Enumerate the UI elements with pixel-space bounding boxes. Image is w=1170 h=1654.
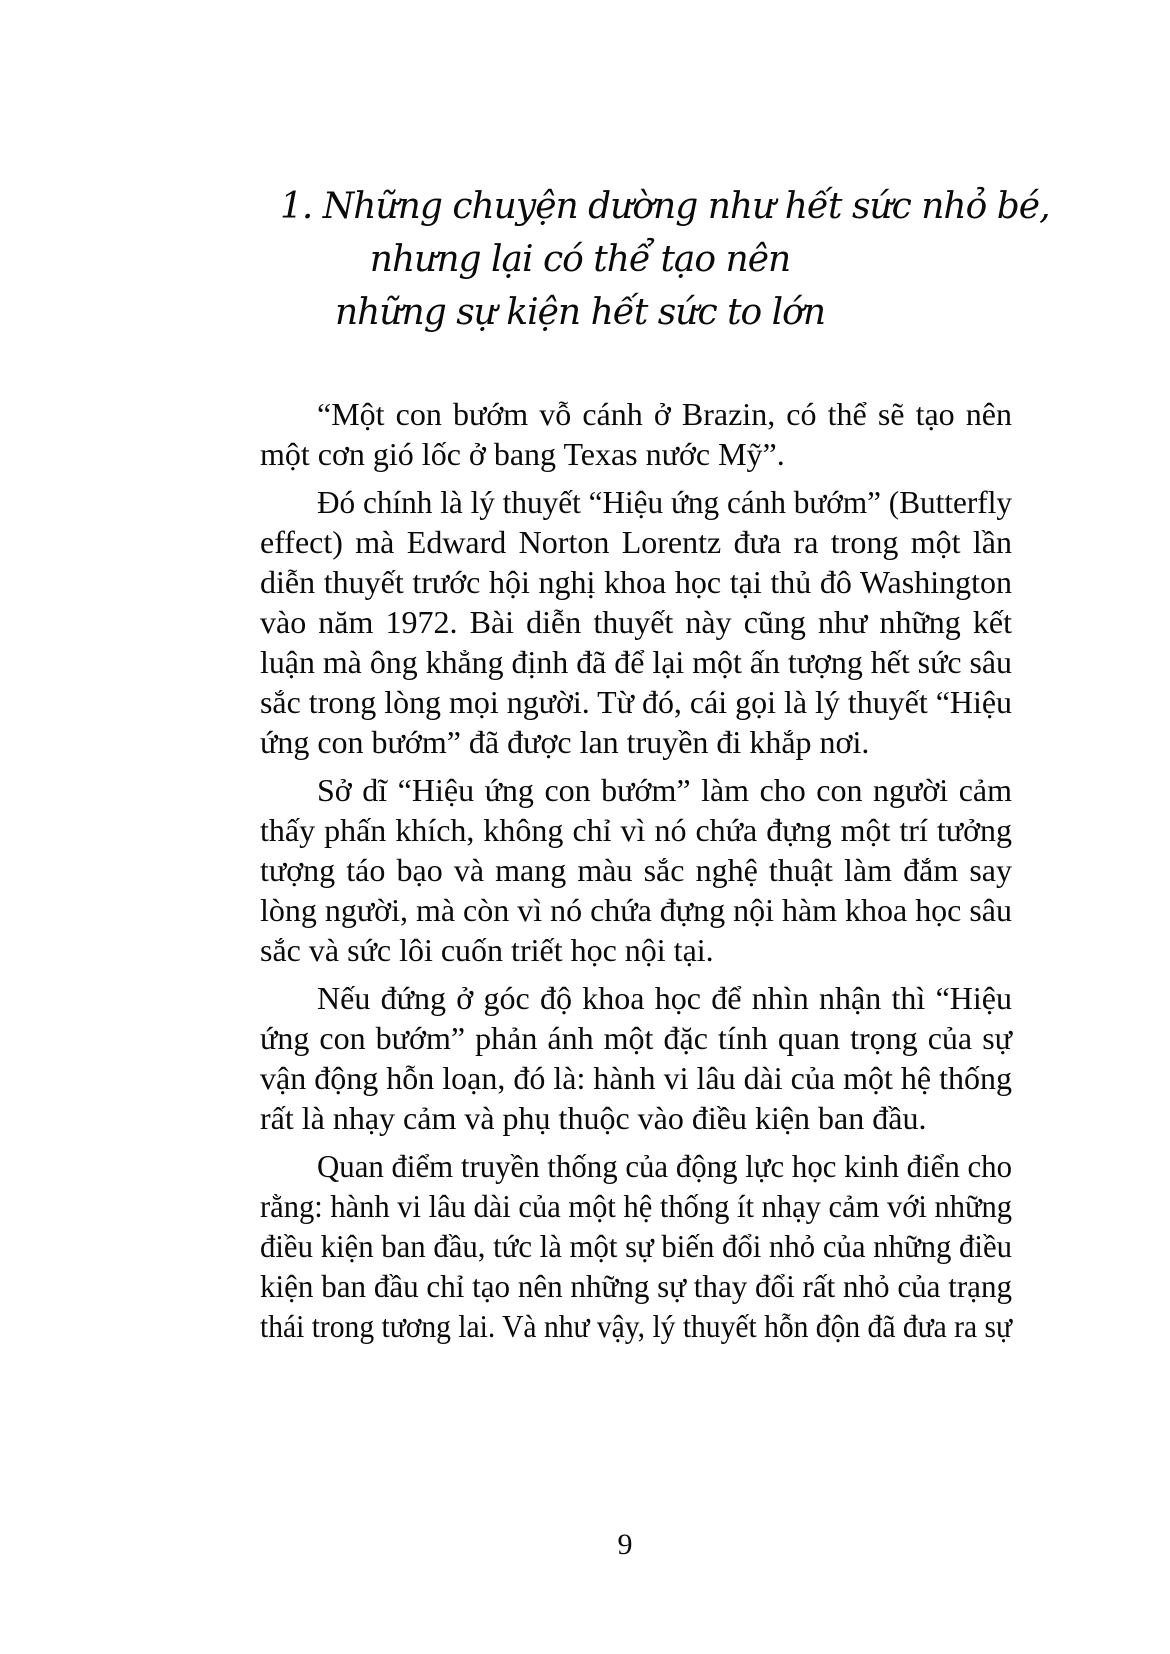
paragraph-excitement (260, 770, 1040, 970)
text-line: ứng con bướm” đã được lan truyền đi khắp nơi. (260, 724, 870, 760)
text-line: Sở dĩ “Hiệu ứng con bướm” làm cho con người cảm (317, 772, 1012, 808)
text-line: sắc trong lòng mọi người. Từ đó, cái gọi là lý thuyết “Hiệu (260, 684, 1012, 720)
text-line: thấy phấn khích, không chỉ vì nó chứa đựng một trí tưởng (260, 812, 1012, 848)
text-line: vận động hỗn loạn, đó là: hành vi lâu dài của một hệ thống (260, 1060, 1012, 1096)
text-line: ứng con bướm” phản ánh một đặc tính quan trọng của sự (260, 1020, 1012, 1056)
text-line: effect) mà Edward Norton Lorentz đưa ra trong một lần (260, 524, 1012, 560)
body-text (260, 394, 1040, 1354)
text-line: điều kiện ban đầu, tức là một sự biến đổi nhỏ của những điều (260, 1228, 1012, 1264)
page-number: 9 (617, 1528, 633, 1561)
text-line: Nếu đứng ở góc độ khoa học để nhìn nhận thì “Hiệu (317, 980, 1012, 1016)
chapter-title (250, 180, 1050, 339)
text-line: tượng táo bạo và mang màu sắc nghệ thuật làm đắm say (260, 852, 1012, 888)
text-line: Quan điểm truyền thống của động lực học kinh điển cho (317, 1148, 1012, 1184)
paragraph-quote (260, 394, 1040, 474)
text-line: Đó chính là lý thuyết “Hiệu ứng cánh bướm” (Butterfly (317, 484, 1012, 520)
paragraph-classical-dynamics (260, 1146, 1040, 1346)
text-line: “Một con bướm vỗ cánh ở Brazin, có thể sẽ tạo nên (317, 396, 1012, 432)
text-line: rằng: hành vi lâu dài của một hệ thống ít nhạy cảm với những (260, 1188, 1012, 1224)
text-line: kiện ban đầu chỉ tạo nên những sự thay đổi rất nhỏ của trạng (260, 1268, 1012, 1304)
chapter-title-line: những sự kiện hết sức to lớn (334, 292, 826, 333)
text-line: sắc và sức lôi cuốn triết học nội tại. (260, 932, 714, 968)
text-line: vào năm 1972. Bài diễn thuyết này cũng như những kết (260, 604, 1012, 640)
text-line: luận mà ông khẳng định đã để lại một ấn tượng hết sức sâu (260, 644, 1012, 680)
paragraph-butterfly-effect (260, 482, 1040, 762)
text-line: một cơn gió lốc ở bang Texas nước Mỹ”. (260, 436, 785, 472)
chapter-title-line: 1. Những chuyện dường như hết sức nhỏ bé, (280, 186, 1050, 227)
text-line: thái trong tương lai. Và như vậy, lý thuyết hỗn độn đã đưa ra sự (260, 1308, 1012, 1344)
text-line: lòng người, mà còn vì nó chứa đựng nội hàm khoa học sâu (260, 892, 1012, 928)
text-line: diễn thuyết trước hội nghị khoa học tại thủ đô Washington (260, 564, 1012, 600)
text-line: rất là nhạy cảm và phụ thuộc vào điều kiện ban đầu. (260, 1100, 927, 1136)
paragraph-scientific-view (260, 978, 1040, 1138)
chapter-title-line: nhưng lại có thể tạo nên (369, 239, 791, 280)
